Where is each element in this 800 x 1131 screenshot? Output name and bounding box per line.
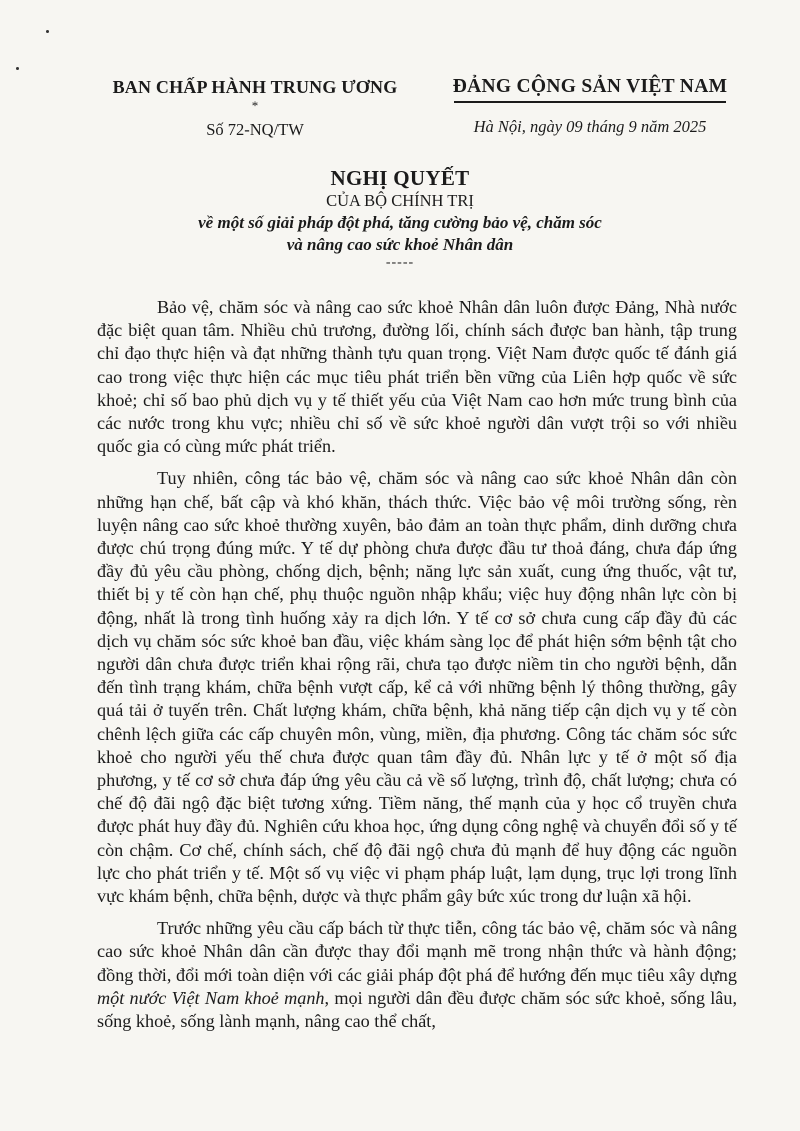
place-date: Hà Nội, ngày 09 tháng 9 năm 2025 [473,116,707,136]
emphasis-text: một nước Việt Nam khoẻ mạnh [97,987,325,1008]
paragraph-3-text: Trước những yêu cầu cấp bách từ thực tiễn, công tác bảo vệ, chăm sóc và nâng cao sức khoẻ Nhân dân cần được thay đổi mạnh mẽ trong nhận thức và hành động; đồng thời, đổi mới toàn diện với các giải pháp đột phá để hướng đến mục tiêu xây dựng [97,918,737,985]
body-text [97,296,737,1042]
organization-name: BAN CHẤP HÀNH TRUNG ƯƠNG [112,77,398,97]
document-type: NGHỊ QUYẾT [330,166,470,190]
party-underline [454,101,726,103]
document-number: Số 72-NQ/TW [206,120,304,139]
paragraph-1: Bảo vệ, chăm sóc và nâng cao sức khoẻ Nhân dân luôn được Đảng, Nhà nước đặc biệt quan tâm. Nhiều chủ trương, đường lối, chính sách được ban hành, tập trung chỉ đạo thực hiện và đạt những thành tựu quan trọng. Việt Nam được quốc tế đánh giá cao trong việc thực hiện các mục tiêu phát triển bền vững của Liên hợp quốc về sức khoẻ; chỉ số bao phủ dịch vụ y tế thiết yếu của Việt Nam cao hơn mức trung bình của các nước trong khu vực; nhiều chỉ số về sức khoẻ người dân vượt trội so với nhiều quốc gia có cùng mức phát triển. [97,297,737,457]
scan-speck [16,67,19,70]
header-left [96,76,414,140]
paragraph-3 [97,917,737,1033]
header-right [440,76,740,137]
paragraph-3-text-cont: , mọi người dân đều được chăm sóc sức khoẻ, sống lâu, sống khoẻ, sống lành mạnh, nâng cao thể chất, [97,987,737,1032]
scan-speck [46,30,49,33]
title-separator: ----- [385,255,415,270]
paragraph-2: Tuy nhiên, công tác bảo vệ, chăm sóc và nâng cao sức khoẻ Nhân dân còn những hạn chế, bất cập và khó khăn, thách thức. Việc bảo vệ môi trường sống, rèn luyện nâng cao sức khoẻ thường xuyên, bảo đảm an toàn thực phẩm, dinh dưỡng chưa được chú trọng đúng mức. Y tế dự phòng chưa được đầu tư thoả đáng, chưa đáp ứng đầy đủ yêu cầu phòng, chống dịch, bệnh; năng lực sản xuất, cung ứng thuốc, vật tư, thiết bị y tế còn hạn chế, phụ thuộc nguồn nhập khẩu; việc huy động nhân lực còn bị động, nhất là trong tình huống xảy ra dịch lớn. Y tế cơ sở chưa cung cấp đầy đủ các dịch vụ chăm sóc sức khoẻ ban đầu, việc khám sàng lọc để phát hiện sớm bệnh tật cho người dân chưa được triển khai rộng rãi, chưa tạo được niềm tin cho người bệnh, dẫn đến tình trạng khám, chữa bệnh vượt cấp, kể cả với những bệnh lý thông thường, gây quá tải ở tuyến trên. Chất lượng khám, chữa bệnh, khả năng tiếp cận dịch vụ y tế còn chênh lệch giữa các cấp chuyên môn, vùng, miền, địa phương. Công tác chăm sóc sức khoẻ cho người yếu thế chưa được quan tâm đầy đủ. Nhân lực y tế ở một số địa phương, y tế cơ sở chưa đáp ứng yêu cầu cả về số lượng, trình độ, chất lượng; chưa có chế độ đãi ngộ đặc biệt tương xứng. Tiềm năng, thế mạnh của y học cổ truyền chưa được phát huy đầy đủ. Nghiên cứu khoa học, ứng dụng công nghệ và chuyển đổi số y tế còn chậm. Cơ chế, chính sách, chế độ đãi ngộ chưa đủ mạnh để huy động các nguồn lực cho phát triển y tế. Một số vụ việc vi phạm pháp luật, lạm dụng, trục lợi trong lĩnh vực khám bệnh, chữa bệnh, dược và thực phẩm gây bức xúc trong dư luận xã hội. [97,468,737,907]
issuer: CỦA BỘ CHÍNH TRỊ [326,191,474,210]
title-block [0,166,800,270]
party-name: ĐẢNG CỘNG SẢN VIỆT NAM [452,76,728,97]
subject-line-2: và nâng cao sức khoẻ Nhân dân [286,235,514,254]
subject-line-1: về một số giải pháp đột phá, tăng cường bảo vệ, chăm sóc [198,213,602,232]
star-mark: * [251,98,259,113]
